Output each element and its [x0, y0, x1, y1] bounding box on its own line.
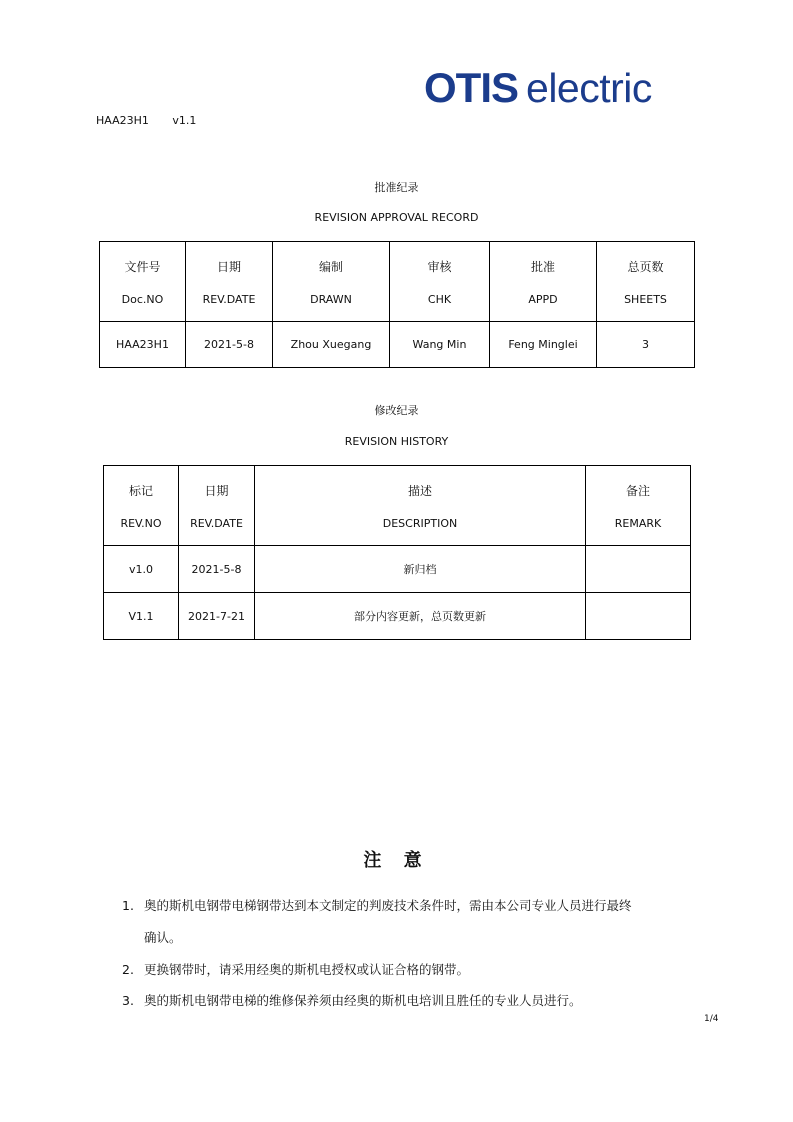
header-cell-appd: 批准 APPD	[490, 242, 597, 322]
cell-rev-no: V1.1	[104, 593, 179, 640]
notice-item	[122, 896, 702, 946]
table-row	[100, 322, 695, 368]
header-cell-sheets: 总页数 SHEETS	[597, 242, 695, 322]
table-row	[104, 546, 691, 593]
cell-remark	[586, 546, 691, 593]
notice-item-number: 1.	[122, 898, 134, 913]
history-title-en: REVISION HISTORY	[344, 435, 449, 448]
cell-rev-date: 2021-5-8	[179, 546, 255, 593]
cell-drawn: Zhou Xuegang	[273, 322, 390, 368]
cell-chk: Wang Min	[390, 322, 490, 368]
header-cell-doc-no: 文件号 Doc.NO	[100, 242, 186, 322]
cell-appd: Feng Minglei	[490, 322, 597, 368]
notice-item-text: 更换钢带时，请采用经奥的斯机电授权或认证合格的钢带。	[144, 962, 470, 977]
header-cell-description: 描述 DESCRIPTION	[255, 466, 586, 546]
logo-otis-text: OTIS	[424, 64, 519, 111]
notice-item-text: 奥的斯机电钢带电梯的维修保养须由经奥的斯机电培训且胜任的专业人员进行。	[144, 993, 582, 1008]
header-cell-rev-date: 日期 REV.DATE	[179, 466, 255, 546]
header-cell-drawn: 编制 DRAWN	[273, 242, 390, 322]
notice-title: 注 意	[363, 850, 430, 871]
notice-item	[122, 991, 702, 1009]
cell-description: 新归档	[255, 546, 586, 593]
cell-doc-no: HAA23H1	[100, 322, 186, 368]
document-id-line	[96, 114, 196, 127]
table-row	[104, 593, 691, 640]
notice-item-number: 2.	[122, 962, 134, 977]
page-number: 1/4	[704, 1014, 719, 1024]
notice-item-number: 3.	[122, 993, 134, 1008]
cell-rev-no: v1.0	[104, 546, 179, 593]
cell-rev-date: 2021-7-21	[179, 593, 255, 640]
logo-electric-text: electric	[526, 65, 652, 111]
revision-history-table	[103, 465, 691, 640]
notice-item-text: 奥的斯机电钢带电梯钢带达到本文制定的判废技术条件时，需由本公司专业人员进行最终	[144, 898, 632, 913]
cell-sheets: 3	[597, 322, 695, 368]
table-header-row	[100, 242, 695, 322]
header-cell-chk: 审核 CHK	[390, 242, 490, 322]
header-cell-rev-no: 标记 REV.NO	[104, 466, 179, 546]
document-id: HAA23H1	[96, 114, 149, 127]
cell-description: 部分内容更新，总页数更新	[255, 593, 586, 640]
cell-rev-date: 2021-5-8	[186, 322, 273, 368]
header-cell-remark: 备注 REMARK	[586, 466, 691, 546]
cell-remark	[586, 593, 691, 640]
approval-record-table	[99, 241, 695, 368]
history-title-cn: 修改纪录	[374, 404, 419, 417]
otis-electric-logo	[424, 64, 652, 111]
notice-item	[122, 960, 702, 978]
approval-title-cn: 批准纪录	[374, 181, 419, 194]
notice-item-text-continued: 确认。	[144, 930, 182, 945]
approval-title-en: REVISION APPROVAL RECORD	[314, 211, 479, 224]
table-header-row	[104, 466, 691, 546]
document-version: v1.1	[172, 114, 197, 127]
header-cell-rev-date: 日期 REV.DATE	[186, 242, 273, 322]
